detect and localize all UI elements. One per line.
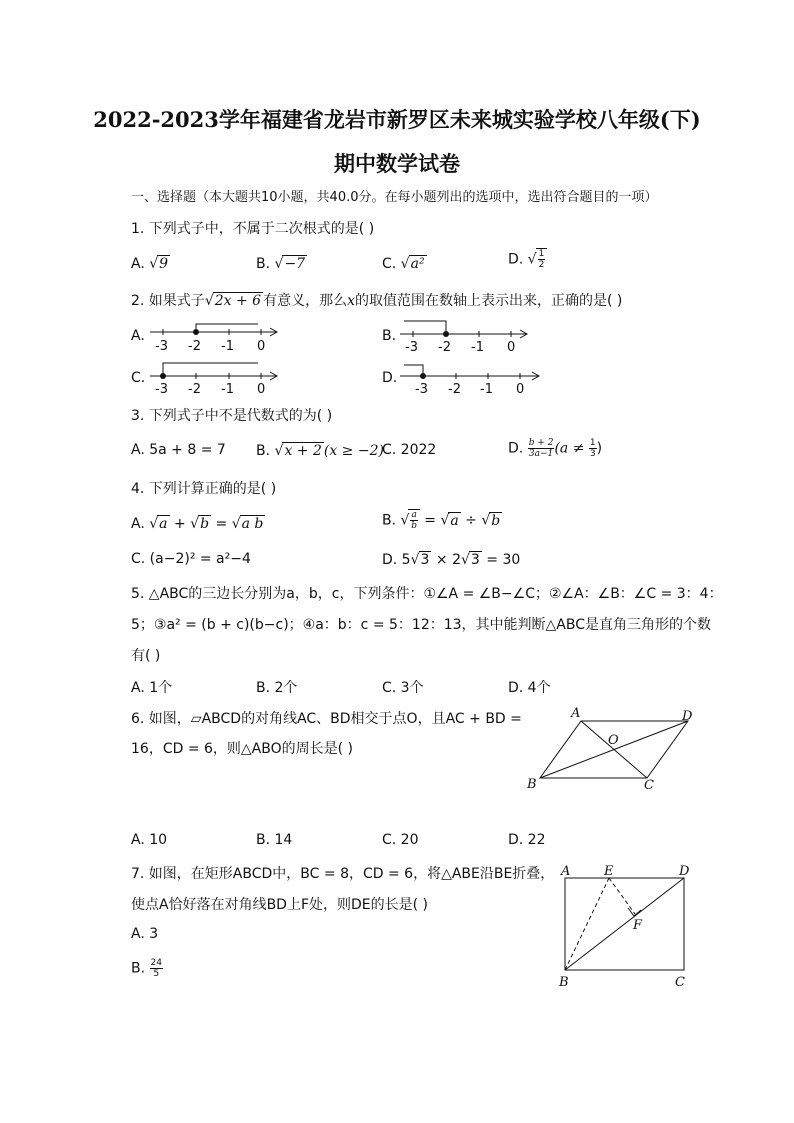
tick-neg3: -3 — [405, 340, 418, 355]
q5-option-d: D. 4个 — [508, 680, 551, 696]
q4-option-d: D. 5√3 × 2√3 = 30 — [382, 552, 521, 568]
tick-neg3: -3 — [415, 382, 428, 397]
q5-line3: 有( ) — [131, 648, 161, 664]
q4-option-a: A. √a + √b = √a b — [131, 516, 264, 532]
tick-0: 0 — [257, 382, 266, 397]
label-a: A — [561, 864, 571, 879]
tick-neg1: -1 — [471, 340, 484, 355]
q7-line2: 使点A恰好落在对角线BD上F处，则DE的长是( ) — [131, 897, 429, 913]
q3-option-d: D. $\frac{b + 2}{3a-1}$ (a ≠ $\frac{1}{3}$ ) — [508, 438, 603, 459]
label-e: E — [604, 864, 614, 879]
q4-option-b: B. √ $\frac{a}{b}$ = √a ÷ √b — [382, 510, 501, 531]
q2-option-b-numberline — [400, 318, 530, 354]
q1-option-b: B. √−7 — [256, 256, 306, 272]
q6-option-a: A. 10 — [131, 832, 168, 848]
q2-option-d-label: D. — [382, 370, 398, 386]
q6-line1: 6. 如图，▱ABCD的对角线AC、BD相交于点O，且AC + BD = — [131, 711, 522, 727]
q1-option-c: C. √a² — [382, 256, 425, 272]
q5-line2: 5；③a² = (b + c)(b−c)；④a：b：c = 5：12：13，其中能判断△ABC是直角三角形的个数 — [131, 617, 712, 633]
q7-rectangle-figure — [555, 862, 695, 992]
label-c: C — [675, 975, 685, 990]
label-d: D — [679, 864, 690, 879]
q3-option-a: A. 5a + 8 = 7 — [131, 442, 226, 458]
q6-option-c: C. 20 — [382, 832, 419, 848]
label-a: A — [571, 706, 581, 721]
q7-line1: 7. 如图，在矩形ABCD中，BC = 8，CD = 6，将△ABE沿BE折叠， — [131, 866, 555, 882]
tick-0: 0 — [257, 339, 266, 354]
label-d: D — [682, 709, 693, 724]
q2-option-d-numberline — [400, 360, 542, 396]
q4-stem: 4. 下列计算正确的是( ) — [131, 481, 277, 497]
label-b: B — [559, 975, 569, 990]
q2-stem: 2. 如果式子√2x + 6 有意义，那么x的取值范围在数轴上表示出来，正确的是( ) — [131, 293, 623, 309]
q5-line1: 5. △ABC的三边长分别为a，b，c，下列条件：①∠A = ∠B−∠C；②∠A：∠B：∠C = 3：4： — [131, 586, 723, 602]
label-o: O — [608, 733, 619, 748]
label-b: B — [527, 777, 537, 792]
q5-option-a: A. 1个 — [131, 680, 173, 696]
q3-option-c: C. 2022 — [382, 442, 437, 458]
tick-neg1: -1 — [480, 382, 493, 397]
q6-option-d: D. 22 — [508, 832, 546, 848]
q2-option-a-numberline — [150, 318, 280, 354]
q2-option-c-numberline — [150, 360, 280, 396]
tick-neg2: -2 — [448, 382, 461, 397]
q6-option-b: B. 14 — [256, 832, 293, 848]
tick-neg2: -2 — [188, 382, 201, 397]
q5-option-c: C. 3个 — [382, 680, 424, 696]
label-c: C — [644, 778, 654, 793]
q3-option-b: B. √x + 2 (x ≥ −2) — [256, 443, 384, 459]
q6-parallelogram-figure — [522, 704, 702, 796]
tick-0: 0 — [516, 382, 525, 397]
q6-line2: 16，CD = 6，则△ABO的周长是( ) — [131, 741, 354, 757]
q5-option-b: B. 2个 — [256, 680, 298, 696]
tick-neg3: -3 — [155, 382, 168, 397]
q7-option-a: A. 3 — [131, 926, 159, 942]
q2-option-c-label: C. — [131, 370, 146, 386]
tick-neg2: -2 — [188, 339, 201, 354]
label-f: F — [633, 918, 643, 933]
q1-option-d: D. √ $\frac{1}{2}$ — [508, 248, 547, 270]
q4-option-c: C. (a−2)² = a²−4 — [131, 551, 251, 567]
q2-option-a-label: A. — [131, 328, 145, 344]
q1-option-a: A. √9 — [131, 256, 169, 272]
tick-neg3: -3 — [155, 339, 168, 354]
tick-neg2: -2 — [438, 340, 451, 355]
tick-0: 0 — [507, 340, 516, 355]
q7-option-b: B. $\frac{24}{5}$ — [131, 958, 162, 979]
q1-stem: 1. 下列式子中，不属于二次根式的是( ) — [131, 221, 375, 237]
exam-title-line1: 2022-2023学年福建省龙岩市新罗区未来城实验学校八年级(下) — [93, 107, 701, 132]
tick-neg1: -1 — [221, 339, 234, 354]
tick-neg1: -1 — [221, 382, 234, 397]
exam-title-line2: 期中数学试卷 — [334, 151, 460, 176]
q3-stem: 3. 下列式子中不是代数式的为( ) — [131, 408, 333, 424]
q2-option-b-label: B. — [382, 328, 397, 344]
section-heading: 一、选择题（本大题共10小题，共40.0分。在每小题列出的选项中，选出符合题目的一项） — [131, 190, 658, 205]
